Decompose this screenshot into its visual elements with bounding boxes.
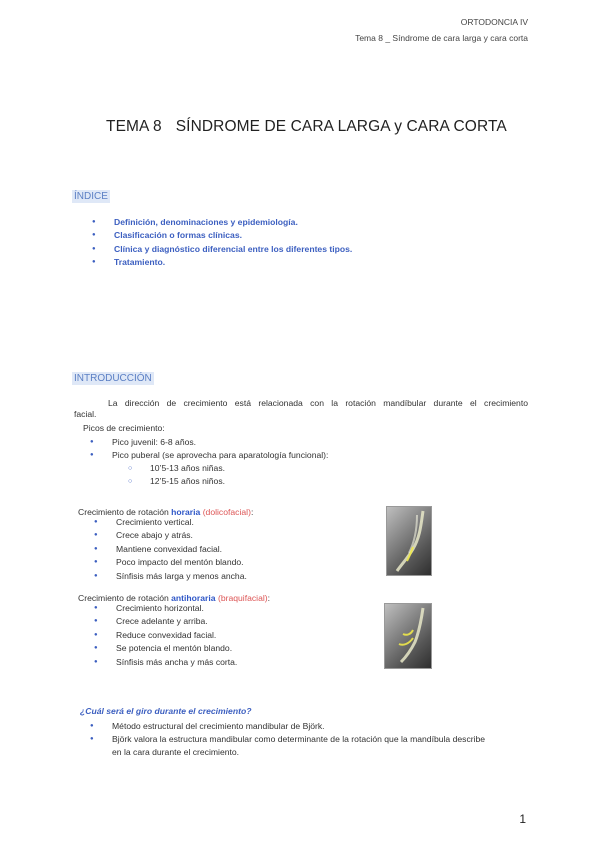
title-number: TEMA 8 bbox=[106, 118, 162, 135]
antihoraria-list bbox=[94, 602, 374, 669]
index-heading: ÍNDICE bbox=[74, 191, 108, 202]
xray-horaria-image bbox=[386, 506, 432, 576]
index-item: ● Clínica y diagnóstico diferencial entre los diferentes tipos. bbox=[92, 243, 512, 256]
horaria-colon: : bbox=[250, 507, 254, 517]
index-item: ● Definición, denominaciones y epidemiología. bbox=[92, 216, 512, 229]
header-course: ORTODONCIA IV bbox=[460, 17, 528, 27]
question-heading: ¿Cuál será el giro durante el crecimiento? bbox=[80, 706, 252, 716]
page-title bbox=[106, 118, 507, 136]
antihoraria-item: ● Se potencia el mentón blando. bbox=[94, 642, 374, 655]
antihoraria-item: ● Crece adelante y arriba. bbox=[94, 615, 374, 628]
subpeaks-list bbox=[128, 462, 428, 489]
question-list bbox=[90, 720, 530, 747]
horaria-item: ● Poco impacto del mentón blando. bbox=[94, 556, 374, 569]
antihoraria-keyword: antihoraria bbox=[171, 593, 216, 603]
horaria-keyword: horaria bbox=[171, 507, 201, 517]
title-text: SÍNDROME DE CARA LARGA y CARA CORTA bbox=[175, 118, 507, 135]
horaria-item: ● Crece abajo y atrás. bbox=[94, 529, 374, 542]
antihoraria-prefix: Crecimiento de rotación bbox=[78, 593, 172, 603]
question-item: ● Método estructural del crecimiento mandibular de Björk. bbox=[90, 720, 530, 733]
peaks-label: Picos de crecimiento: bbox=[83, 423, 165, 433]
index-item: ● Clasificación o formas clínicas. bbox=[92, 229, 512, 242]
mandible-outline-icon bbox=[387, 507, 431, 575]
intro-heading: INTRODUCCIÓN bbox=[74, 373, 152, 384]
question-continuation: en la cara durante el crecimiento. bbox=[112, 747, 240, 757]
antihoraria-qualifier: (braquifacial) bbox=[217, 593, 268, 603]
xray-antihoraria-image bbox=[384, 603, 432, 669]
intro-paragraph bbox=[74, 398, 528, 421]
intro-paragraph-line: La dirección de crecimiento está relacionada con la rotación mandíbular durante el crecimiento bbox=[108, 398, 528, 408]
index-item: ● Tratamiento. bbox=[92, 256, 512, 269]
peak-item: ● Pico juvenil: 6-8 años. bbox=[90, 436, 510, 449]
subpeak-item: ○ 10’5-13 años niñas. bbox=[128, 462, 428, 475]
antihoraria-item: ● Crecimiento horizontal. bbox=[94, 602, 374, 615]
mandible-outline-icon bbox=[385, 604, 431, 668]
intro-paragraph-line: facial. bbox=[74, 409, 97, 420]
horaria-qualifier: (dolicofacial) bbox=[202, 507, 251, 517]
antihoraria-item: ● Reduce convexidad facial. bbox=[94, 629, 374, 642]
subpeak-item: ○ 12’5-15 años niños. bbox=[128, 475, 428, 488]
horaria-item: ● Crecimiento vertical. bbox=[94, 516, 374, 529]
index-list bbox=[92, 216, 512, 270]
horaria-item: ● Sínfisis más larga y menos ancha. bbox=[94, 570, 374, 583]
horaria-item: ● Mantiene convexidad facial. bbox=[94, 543, 374, 556]
horaria-prefix: Crecimiento de rotación bbox=[78, 507, 172, 517]
question-item: ● Björk valora la estructura mandibular como determinante de la rotación que la mandíbula describe bbox=[90, 733, 530, 746]
peaks-list bbox=[90, 436, 510, 463]
header-subtitle: Tema 8 _ Síndrome de cara larga y cara corta bbox=[355, 33, 528, 43]
horaria-list bbox=[94, 516, 374, 583]
page-number: 1 bbox=[519, 812, 526, 826]
peak-item: ● Pico puberal (se aprovecha para aparatología funcional): bbox=[90, 449, 510, 462]
antihoraria-item: ● Sínfisis más ancha y más corta. bbox=[94, 656, 374, 669]
antihoraria-colon: : bbox=[267, 593, 271, 603]
